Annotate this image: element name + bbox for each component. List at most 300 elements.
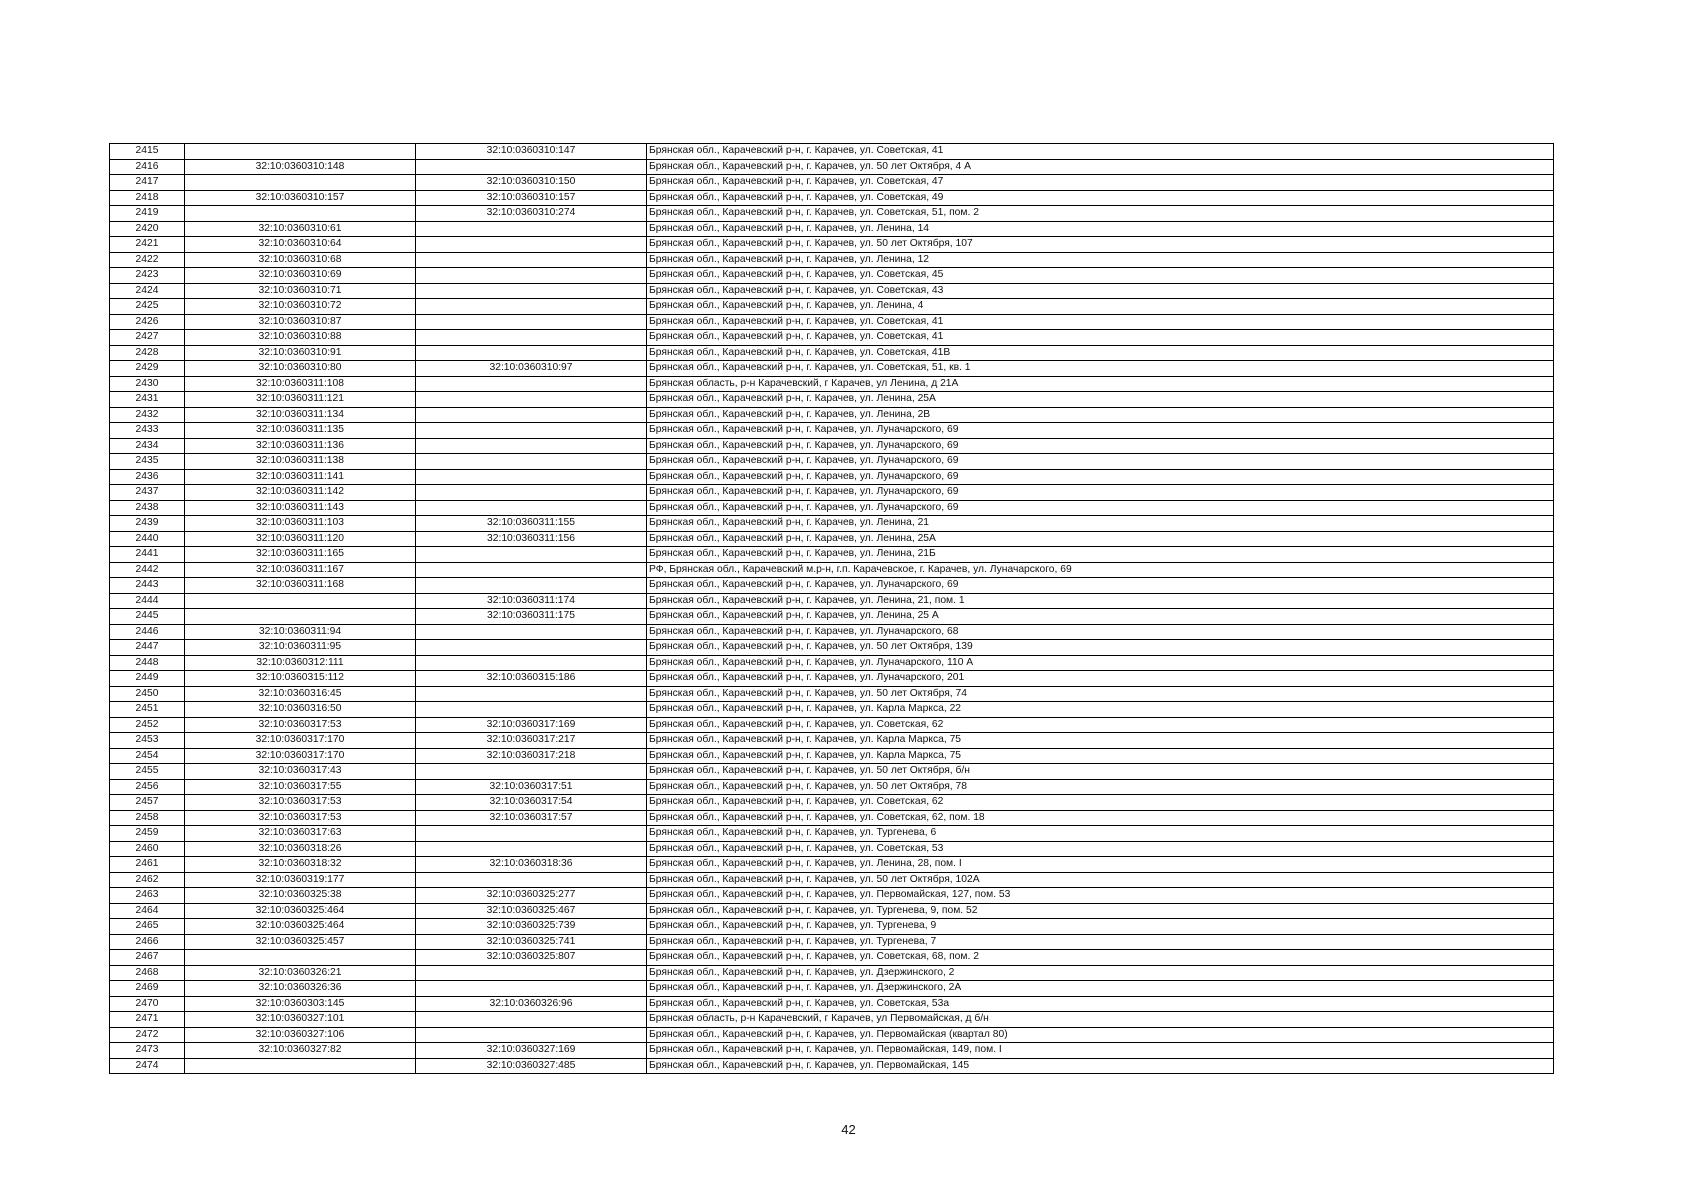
cadastral-number-cell: 32:10:0360311:95 — [185, 640, 416, 656]
row-number-cell: 2440 — [110, 531, 185, 547]
related-cadastral-number-cell — [416, 454, 647, 470]
row-number-cell: 2418 — [110, 190, 185, 206]
row-number-cell: 2451 — [110, 702, 185, 718]
row-number-cell: 2421 — [110, 237, 185, 253]
address-cell: Брянская обл., Карачевский р-н, г. Карачев, ул. Луначарского, 69 — [647, 423, 1554, 439]
address-cell: Брянская обл., Карачевский р-н, г. Карачев, ул. Советская, 41В — [647, 345, 1554, 361]
address-cell: Брянская обл., Карачевский р-н, г. Карачев, ул. Ленина, 4 — [647, 299, 1554, 315]
cadastral-number-cell: 32:10:0360327:101 — [185, 1012, 416, 1028]
address-cell: Брянская обл., Карачевский р-н, г. Карачев, ул. Ленина, 25 А — [647, 609, 1554, 625]
row-number-cell: 2424 — [110, 283, 185, 299]
row-number-cell: 2425 — [110, 299, 185, 315]
related-cadastral-number-cell — [416, 981, 647, 997]
row-number-cell: 2456 — [110, 779, 185, 795]
table-row — [110, 423, 1554, 439]
address-cell: Брянская обл., Карачевский р-н, г. Карачев, ул. Первомайская (квартал 80) — [647, 1027, 1554, 1043]
address-cell: Брянская обл., Карачевский р-н, г. Карачев, ул. Луначарского, 110 А — [647, 655, 1554, 671]
row-number-cell: 2465 — [110, 919, 185, 935]
address-cell: Брянская обл., Карачевский р-н, г. Карачев, ул. Советская, 62 — [647, 717, 1554, 733]
related-cadastral-number-cell — [416, 702, 647, 718]
cadastral-number-cell: 32:10:0360317:53 — [185, 795, 416, 811]
related-cadastral-number-cell — [416, 159, 647, 175]
table-row — [110, 795, 1554, 811]
cadastral-number-cell: 32:10:0360316:50 — [185, 702, 416, 718]
related-cadastral-number-cell: 32:10:0360310:147 — [416, 144, 647, 160]
cadastral-number-cell: 32:10:0360303:145 — [185, 996, 416, 1012]
cadastral-number-cell: 32:10:0360316:45 — [185, 686, 416, 702]
related-cadastral-number-cell: 32:10:0360327:485 — [416, 1058, 647, 1074]
table-row — [110, 237, 1554, 253]
table-row — [110, 268, 1554, 284]
row-number-cell: 2450 — [110, 686, 185, 702]
row-number-cell: 2441 — [110, 547, 185, 563]
row-number-cell: 2448 — [110, 655, 185, 671]
address-cell: Брянская обл., Карачевский р-н, г. Карачев, ул. Ленина, 28, пом. I — [647, 857, 1554, 873]
table-row — [110, 872, 1554, 888]
cadastral-number-cell: 32:10:0360326:21 — [185, 965, 416, 981]
cadastral-number-cell: 32:10:0360317:55 — [185, 779, 416, 795]
cadastral-number-cell: 32:10:0360310:71 — [185, 283, 416, 299]
related-cadastral-number-cell — [416, 376, 647, 392]
related-cadastral-number-cell — [416, 1012, 647, 1028]
address-cell: Брянская обл., Карачевский р-н, г. Карачев, ул. Луначарского, 69 — [647, 500, 1554, 516]
table-row — [110, 841, 1554, 857]
row-number-cell: 2473 — [110, 1043, 185, 1059]
table-row — [110, 330, 1554, 346]
address-cell: Брянская обл., Карачевский р-н, г. Карачев, ул. Ленина, 21Б — [647, 547, 1554, 563]
table-row — [110, 392, 1554, 408]
address-cell: Брянская обл., Карачевский р-н, г. Карачев, ул. 50 лет Октября, 4 А — [647, 159, 1554, 175]
row-number-cell: 2447 — [110, 640, 185, 656]
related-cadastral-number-cell: 32:10:0360327:169 — [416, 1043, 647, 1059]
related-cadastral-number-cell: 32:10:0360317:51 — [416, 779, 647, 795]
table-row — [110, 454, 1554, 470]
related-cadastral-number-cell: 32:10:0360311:175 — [416, 609, 647, 625]
related-cadastral-number-cell: 32:10:0360318:36 — [416, 857, 647, 873]
row-number-cell: 2460 — [110, 841, 185, 857]
table-row — [110, 888, 1554, 904]
address-cell: Брянская обл., Карачевский р-н, г. Карачев, ул. Советская, 62 — [647, 795, 1554, 811]
address-cell: Брянская обл., Карачевский р-н, г. Карачев, ул. Карла Маркса, 22 — [647, 702, 1554, 718]
table-row — [110, 655, 1554, 671]
address-cell: Брянская обл., Карачевский р-н, г. Карачев, ул. Луначарского, 69 — [647, 454, 1554, 470]
address-cell: Брянская обл., Карачевский р-н, г. Карачев, ул. Советская, 51, пом. 2 — [647, 206, 1554, 222]
related-cadastral-number-cell: 32:10:0360326:96 — [416, 996, 647, 1012]
cadastral-number-cell: 32:10:0360310:80 — [185, 361, 416, 377]
table-row — [110, 361, 1554, 377]
table-row — [110, 578, 1554, 594]
table-row — [110, 810, 1554, 826]
cadastral-number-cell: 32:10:0360311:143 — [185, 500, 416, 516]
address-cell: Брянская обл., Карачевский р-н, г. Карачев, ул. Советская, 41 — [647, 144, 1554, 160]
row-number-cell: 2471 — [110, 1012, 185, 1028]
related-cadastral-number-cell: 32:10:0360310:150 — [416, 175, 647, 191]
row-number-cell: 2466 — [110, 934, 185, 950]
table-row — [110, 934, 1554, 950]
related-cadastral-number-cell: 32:10:0360317:54 — [416, 795, 647, 811]
related-cadastral-number-cell — [416, 392, 647, 408]
cadastral-number-cell: 32:10:0360325:464 — [185, 919, 416, 935]
address-cell: Брянская обл., Карачевский р-н, г. Карачев, ул. Советская, 43 — [647, 283, 1554, 299]
related-cadastral-number-cell: 32:10:0360325:807 — [416, 950, 647, 966]
address-cell: Брянская обл., Карачевский р-н, г. Карачев, ул. Луначарского, 201 — [647, 671, 1554, 687]
row-number-cell: 2454 — [110, 748, 185, 764]
related-cadastral-number-cell — [416, 423, 647, 439]
related-cadastral-number-cell: 32:10:0360317:57 — [416, 810, 647, 826]
row-number-cell: 2474 — [110, 1058, 185, 1074]
related-cadastral-number-cell: 32:10:0360310:97 — [416, 361, 647, 377]
address-cell: Брянская обл., Карачевский р-н, г. Карачев, ул. Ленина, 21 — [647, 516, 1554, 532]
table-row — [110, 702, 1554, 718]
row-number-cell: 2445 — [110, 609, 185, 625]
address-cell: Брянская обл., Карачевский р-н, г. Карачев, ул. Тургенева, 9 — [647, 919, 1554, 935]
cadastral-number-cell: 32:10:0360317:53 — [185, 717, 416, 733]
table-row — [110, 407, 1554, 423]
row-number-cell: 2415 — [110, 144, 185, 160]
table-row — [110, 919, 1554, 935]
cadastral-number-cell: 32:10:0360317:63 — [185, 826, 416, 842]
cadastral-number-cell: 32:10:0360311:121 — [185, 392, 416, 408]
cadastral-number-cell: 32:10:0360319:177 — [185, 872, 416, 888]
cadastral-number-cell: 32:10:0360310:157 — [185, 190, 416, 206]
cadastral-number-cell: 32:10:0360327:82 — [185, 1043, 416, 1059]
related-cadastral-number-cell — [416, 299, 647, 315]
table-row — [110, 981, 1554, 997]
address-cell: РФ, Брянская обл., Карачевский м.р-н, г.п. Карачевское, г. Карачев, ул. Луначарского, 69 — [647, 562, 1554, 578]
cadastral-number-cell — [185, 1058, 416, 1074]
cadastral-number-cell: 32:10:0360310:64 — [185, 237, 416, 253]
address-cell: Брянская обл., Карачевский р-н, г. Карачев, ул. Советская, 53 — [647, 841, 1554, 857]
related-cadastral-number-cell — [416, 438, 647, 454]
cadastral-number-cell: 32:10:0360311:138 — [185, 454, 416, 470]
address-cell: Брянская обл., Карачевский р-н, г. Карачев, ул. 50 лет Октября, 102А — [647, 872, 1554, 888]
cadastral-number-cell: 32:10:0360310:91 — [185, 345, 416, 361]
row-number-cell: 2416 — [110, 159, 185, 175]
related-cadastral-number-cell — [416, 547, 647, 563]
address-cell: Брянская обл., Карачевский р-н, г. Карачев, ул. Ленина, 14 — [647, 221, 1554, 237]
related-cadastral-number-cell: 32:10:0360325:741 — [416, 934, 647, 950]
related-cadastral-number-cell — [416, 330, 647, 346]
related-cadastral-number-cell — [416, 1027, 647, 1043]
row-number-cell: 2446 — [110, 624, 185, 640]
cadastral-number-cell: 32:10:0360311:135 — [185, 423, 416, 439]
table-row — [110, 826, 1554, 842]
row-number-cell: 2423 — [110, 268, 185, 284]
address-cell: Брянская область, р-н Карачевский, г Карачев, ул Первомайская, д б/н — [647, 1012, 1554, 1028]
table-row — [110, 1012, 1554, 1028]
cadastral-number-cell: 32:10:0360318:32 — [185, 857, 416, 873]
registry-table — [109, 143, 1554, 1074]
table-row — [110, 624, 1554, 640]
table-row — [110, 314, 1554, 330]
cadastral-number-cell: 32:10:0360310:148 — [185, 159, 416, 175]
related-cadastral-number-cell — [416, 841, 647, 857]
cadastral-number-cell — [185, 206, 416, 222]
row-number-cell: 2449 — [110, 671, 185, 687]
table-row — [110, 252, 1554, 268]
related-cadastral-number-cell — [416, 872, 647, 888]
table-row — [110, 1027, 1554, 1043]
table-row — [110, 965, 1554, 981]
cadastral-number-cell: 32:10:0360311:134 — [185, 407, 416, 423]
cadastral-number-cell: 32:10:0360326:36 — [185, 981, 416, 997]
address-cell: Брянская обл., Карачевский р-н, г. Карачев, ул. Первомайская, 127, пом. 53 — [647, 888, 1554, 904]
cadastral-number-cell: 32:10:0360325:457 — [185, 934, 416, 950]
row-number-cell: 2444 — [110, 593, 185, 609]
related-cadastral-number-cell: 32:10:0360325:277 — [416, 888, 647, 904]
cadastral-number-cell — [185, 609, 416, 625]
table-row — [110, 562, 1554, 578]
table-row — [110, 283, 1554, 299]
address-cell: Брянская обл., Карачевский р-н, г. Карачев, ул. Советская, 68, пом. 2 — [647, 950, 1554, 966]
table-row — [110, 345, 1554, 361]
address-cell: Брянская обл., Карачевский р-н, г. Карачев, ул. Карла Маркса, 75 — [647, 733, 1554, 749]
table-row — [110, 469, 1554, 485]
row-number-cell: 2463 — [110, 888, 185, 904]
address-cell: Брянская обл., Карачевский р-н, г. Карачев, ул. Луначарского, 69 — [647, 485, 1554, 501]
row-number-cell: 2461 — [110, 857, 185, 873]
cadastral-number-cell: 32:10:0360311:94 — [185, 624, 416, 640]
cadastral-number-cell: 32:10:0360311:136 — [185, 438, 416, 454]
row-number-cell: 2464 — [110, 903, 185, 919]
address-cell: Брянская обл., Карачевский р-н, г. Карачев, ул. Дзержинского, 2А — [647, 981, 1554, 997]
cadastral-number-cell: 32:10:0360317:170 — [185, 748, 416, 764]
table-row — [110, 516, 1554, 532]
row-number-cell: 2420 — [110, 221, 185, 237]
related-cadastral-number-cell: 32:10:0360311:174 — [416, 593, 647, 609]
cadastral-number-cell — [185, 175, 416, 191]
address-cell: Брянская обл., Карачевский р-н, г. Карачев, ул. Луначарского, 69 — [647, 438, 1554, 454]
row-number-cell: 2468 — [110, 965, 185, 981]
address-cell: Брянская обл., Карачевский р-н, г. Карачев, ул. Ленина, 25А — [647, 531, 1554, 547]
related-cadastral-number-cell — [416, 252, 647, 268]
address-cell: Брянская обл., Карачевский р-н, г. Карачев, ул. Тургенева, 7 — [647, 934, 1554, 950]
cadastral-number-cell: 32:10:0360311:120 — [185, 531, 416, 547]
related-cadastral-number-cell — [416, 655, 647, 671]
address-cell: Брянская обл., Карачевский р-н, г. Карачев, ул. Советская, 47 — [647, 175, 1554, 191]
row-number-cell: 2470 — [110, 996, 185, 1012]
table-row — [110, 438, 1554, 454]
address-cell: Брянская обл., Карачевский р-н, г. Карачев, ул. 50 лет Октября, 74 — [647, 686, 1554, 702]
related-cadastral-number-cell — [416, 624, 647, 640]
cadastral-number-cell: 32:10:0360315:112 — [185, 671, 416, 687]
address-cell: Брянская обл., Карачевский р-н, г. Карачев, ул. Советская, 51, кв. 1 — [647, 361, 1554, 377]
address-cell: Брянская обл., Карачевский р-н, г. Карачев, ул. Советская, 53а — [647, 996, 1554, 1012]
cadastral-number-cell: 32:10:0360311:141 — [185, 469, 416, 485]
table-row — [110, 1043, 1554, 1059]
address-cell: Брянская обл., Карачевский р-н, г. Карачев, ул. Луначарского, 69 — [647, 578, 1554, 594]
cadastral-number-cell: 32:10:0360310:87 — [185, 314, 416, 330]
cadastral-number-cell: 32:10:0360310:72 — [185, 299, 416, 315]
address-cell: Брянская обл., Карачевский р-н, г. Карачев, ул. Ленина, 2В — [647, 407, 1554, 423]
address-cell: Брянская обл., Карачевский р-н, г. Карачев, ул. 50 лет Октября, 107 — [647, 237, 1554, 253]
row-number-cell: 2436 — [110, 469, 185, 485]
related-cadastral-number-cell — [416, 640, 647, 656]
cadastral-number-cell: 32:10:0360318:26 — [185, 841, 416, 857]
cadastral-number-cell: 32:10:0360312:111 — [185, 655, 416, 671]
table-row — [110, 671, 1554, 687]
related-cadastral-number-cell — [416, 965, 647, 981]
related-cadastral-number-cell — [416, 345, 647, 361]
address-cell: Брянская обл., Карачевский р-н, г. Карачев, ул. Ленина, 21, пом. 1 — [647, 593, 1554, 609]
related-cadastral-number-cell — [416, 826, 647, 842]
row-number-cell: 2419 — [110, 206, 185, 222]
row-number-cell: 2467 — [110, 950, 185, 966]
cadastral-number-cell: 32:10:0360311:168 — [185, 578, 416, 594]
table-row — [110, 733, 1554, 749]
related-cadastral-number-cell: 32:10:0360317:217 — [416, 733, 647, 749]
table-row — [110, 531, 1554, 547]
cadastral-number-cell: 32:10:0360317:43 — [185, 764, 416, 780]
table-row — [110, 206, 1554, 222]
row-number-cell: 2427 — [110, 330, 185, 346]
table-row — [110, 748, 1554, 764]
table-row — [110, 593, 1554, 609]
address-cell: Брянская обл., Карачевский р-н, г. Карачев, ул. 50 лет Октября, 139 — [647, 640, 1554, 656]
related-cadastral-number-cell — [416, 764, 647, 780]
address-cell: Брянская обл., Карачевский р-н, г. Карачев, ул. Тургенева, 6 — [647, 826, 1554, 842]
cadastral-number-cell: 32:10:0360325:464 — [185, 903, 416, 919]
related-cadastral-number-cell: 32:10:0360317:169 — [416, 717, 647, 733]
cadastral-number-cell: 32:10:0360311:167 — [185, 562, 416, 578]
cadastral-number-cell: 32:10:0360325:38 — [185, 888, 416, 904]
address-cell: Брянская обл., Карачевский р-н, г. Карачев, ул. Советская, 45 — [647, 268, 1554, 284]
address-cell: Брянская обл., Карачевский р-н, г. Карачев, ул. Луначарского, 68 — [647, 624, 1554, 640]
address-cell: Брянская обл., Карачевский р-н, г. Карачев, ул. Ленина, 25А — [647, 392, 1554, 408]
related-cadastral-number-cell — [416, 283, 647, 299]
table-row — [110, 764, 1554, 780]
table-row — [110, 996, 1554, 1012]
row-number-cell: 2428 — [110, 345, 185, 361]
address-cell: Брянская обл., Карачевский р-н, г. Карачев, ул. Советская, 41 — [647, 314, 1554, 330]
row-number-cell: 2443 — [110, 578, 185, 594]
cadastral-number-cell: 32:10:0360310:88 — [185, 330, 416, 346]
table-row — [110, 485, 1554, 501]
row-number-cell: 2472 — [110, 1027, 185, 1043]
table-row — [110, 857, 1554, 873]
related-cadastral-number-cell — [416, 407, 647, 423]
address-cell: Брянская обл., Карачевский р-н, г. Карачев, ул. 50 лет Октября, 78 — [647, 779, 1554, 795]
address-cell: Брянская обл., Карачевский р-н, г. Карачев, ул. Первомайская, 149, пом. I — [647, 1043, 1554, 1059]
address-cell: Брянская обл., Карачевский р-н, г. Карачев, ул. Луначарского, 69 — [647, 469, 1554, 485]
row-number-cell: 2434 — [110, 438, 185, 454]
related-cadastral-number-cell — [416, 562, 647, 578]
related-cadastral-number-cell: 32:10:0360310:157 — [416, 190, 647, 206]
address-cell: Брянская обл., Карачевский р-н, г. Карачев, ул. Советская, 41 — [647, 330, 1554, 346]
address-cell: Брянская обл., Карачевский р-н, г. Карачев, ул. 50 лет Октября, б/н — [647, 764, 1554, 780]
address-cell: Брянская обл., Карачевский р-н, г. Карачев, ул. Первомайская, 145 — [647, 1058, 1554, 1074]
related-cadastral-number-cell — [416, 485, 647, 501]
row-number-cell: 2469 — [110, 981, 185, 997]
row-number-cell: 2429 — [110, 361, 185, 377]
row-number-cell: 2462 — [110, 872, 185, 888]
address-cell: Брянская область, р-н Карачевский, г Карачев, ул Ленина, д 21А — [647, 376, 1554, 392]
row-number-cell: 2433 — [110, 423, 185, 439]
row-number-cell: 2442 — [110, 562, 185, 578]
table-row — [110, 376, 1554, 392]
address-cell: Брянская обл., Карачевский р-н, г. Карачев, ул. Дзержинского, 2 — [647, 965, 1554, 981]
row-number-cell: 2457 — [110, 795, 185, 811]
row-number-cell: 2437 — [110, 485, 185, 501]
cadastral-number-cell: 32:10:0360311:108 — [185, 376, 416, 392]
address-cell: Брянская обл., Карачевский р-н, г. Карачев, ул. Советская, 49 — [647, 190, 1554, 206]
related-cadastral-number-cell: 32:10:0360310:274 — [416, 206, 647, 222]
row-number-cell: 2430 — [110, 376, 185, 392]
table-row — [110, 221, 1554, 237]
table-row — [110, 144, 1554, 160]
address-cell: Брянская обл., Карачевский р-н, г. Карачев, ул. Тургенева, 9, пом. 52 — [647, 903, 1554, 919]
related-cadastral-number-cell — [416, 686, 647, 702]
related-cadastral-number-cell — [416, 314, 647, 330]
cadastral-number-cell — [185, 144, 416, 160]
related-cadastral-number-cell — [416, 268, 647, 284]
address-cell: Брянская обл., Карачевский р-н, г. Карачев, ул. Карла Маркса, 75 — [647, 748, 1554, 764]
page-number: 42 — [841, 1122, 856, 1137]
related-cadastral-number-cell: 32:10:0360315:186 — [416, 671, 647, 687]
table-row — [110, 903, 1554, 919]
cadastral-number-cell — [185, 593, 416, 609]
address-cell: Брянская обл., Карачевский р-н, г. Карачев, ул. Ленина, 12 — [647, 252, 1554, 268]
table-row — [110, 547, 1554, 563]
cadastral-number-cell: 32:10:0360310:61 — [185, 221, 416, 237]
cadastral-number-cell: 32:10:0360311:142 — [185, 485, 416, 501]
row-number-cell: 2422 — [110, 252, 185, 268]
address-cell: Брянская обл., Карачевский р-н, г. Карачев, ул. Советская, 62, пом. 18 — [647, 810, 1554, 826]
related-cadastral-number-cell: 32:10:0360317:218 — [416, 748, 647, 764]
row-number-cell: 2452 — [110, 717, 185, 733]
row-number-cell: 2431 — [110, 392, 185, 408]
related-cadastral-number-cell — [416, 237, 647, 253]
row-number-cell: 2455 — [110, 764, 185, 780]
table-row — [110, 159, 1554, 175]
row-number-cell: 2458 — [110, 810, 185, 826]
table-row — [110, 175, 1554, 191]
row-number-cell: 2453 — [110, 733, 185, 749]
table-row — [110, 779, 1554, 795]
table-row — [110, 950, 1554, 966]
cadastral-number-cell: 32:10:0360310:69 — [185, 268, 416, 284]
table-row — [110, 609, 1554, 625]
related-cadastral-number-cell — [416, 500, 647, 516]
table-row — [110, 640, 1554, 656]
related-cadastral-number-cell: 32:10:0360311:156 — [416, 531, 647, 547]
table-row — [110, 1058, 1554, 1074]
cadastral-number-cell: 32:10:0360311:103 — [185, 516, 416, 532]
row-number-cell: 2435 — [110, 454, 185, 470]
registry-table-body — [110, 144, 1554, 1074]
row-number-cell: 2439 — [110, 516, 185, 532]
related-cadastral-number-cell — [416, 221, 647, 237]
related-cadastral-number-cell — [416, 469, 647, 485]
row-number-cell: 2432 — [110, 407, 185, 423]
cadastral-number-cell: 32:10:0360310:68 — [185, 252, 416, 268]
table-row — [110, 500, 1554, 516]
related-cadastral-number-cell — [416, 578, 647, 594]
table-row — [110, 686, 1554, 702]
row-number-cell: 2417 — [110, 175, 185, 191]
table-row — [110, 190, 1554, 206]
cadastral-number-cell — [185, 950, 416, 966]
related-cadastral-number-cell: 32:10:0360325:739 — [416, 919, 647, 935]
related-cadastral-number-cell: 32:10:0360311:155 — [416, 516, 647, 532]
cadastral-number-cell: 32:10:0360311:165 — [185, 547, 416, 563]
cadastral-number-cell: 32:10:0360317:53 — [185, 810, 416, 826]
table-row — [110, 299, 1554, 315]
cadastral-number-cell: 32:10:0360317:170 — [185, 733, 416, 749]
row-number-cell: 2426 — [110, 314, 185, 330]
cadastral-number-cell: 32:10:0360327:106 — [185, 1027, 416, 1043]
row-number-cell: 2438 — [110, 500, 185, 516]
